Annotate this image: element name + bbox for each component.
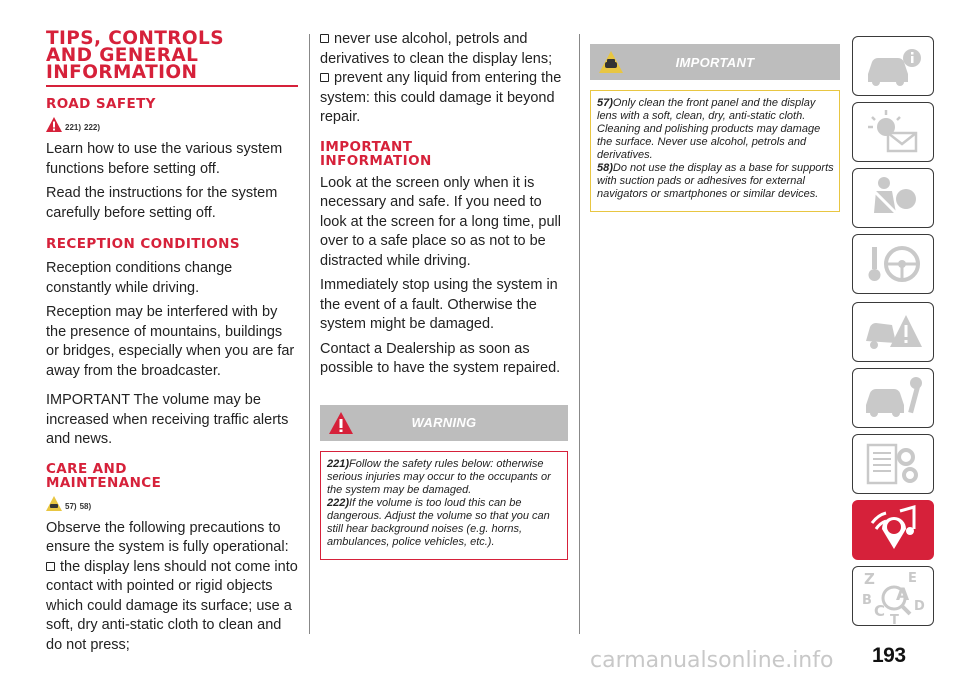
road-safety-refs <box>46 115 298 132</box>
heading-rule <box>46 85 298 87</box>
important-box-title: IMPORTANT <box>675 54 755 70</box>
lights-message-icon <box>860 107 926 157</box>
tab-multimedia[interactable] <box>852 500 934 560</box>
warning-box-title: WARNING <box>411 415 477 430</box>
seatbelt-airbag-icon <box>860 173 926 223</box>
main-heading: TIPS, CONTROLS AND GENERAL INFORMATION <box>46 28 224 83</box>
tab-emergency[interactable] <box>852 302 934 362</box>
important-box <box>590 44 840 212</box>
care-heading: CARE AND MAINTENANCE <box>46 460 162 491</box>
svg-text:Z: Z <box>864 570 875 588</box>
svg-text:E: E <box>908 571 917 586</box>
bullet-item: never use alcohol, petrols and derivatives to clean the display lens; <box>320 31 553 67</box>
bullet-square-icon <box>46 562 55 571</box>
tab-index[interactable] <box>852 566 934 626</box>
left-column <box>46 30 298 660</box>
caution-car-icon <box>598 50 624 74</box>
car-crash-warning-icon <box>860 307 926 357</box>
svg-text:C: C <box>874 602 886 620</box>
important-note: 58)Do not use the display as a base for supports with suction pads or adhesives for external navigators or smartphones or similar devices. <box>597 162 834 200</box>
car-info-icon <box>860 44 926 88</box>
important-note: 57)Only clean the front panel and the display lens with a soft, clean, dry, anti-static cloth. Cleaning and polishing products may damage the surface. Never use alcohol, petrols and derivatives. <box>597 97 821 161</box>
important-box-header <box>590 44 840 80</box>
middle-column <box>320 30 568 560</box>
key-steering-wheel-icon <box>860 239 926 289</box>
caution-car-icon <box>46 496 62 511</box>
bullet-item: the display lens should not come into contact with pointed or rigid objects which could damage its surface; use a soft, dry anti-static cloth to clean and do not press; <box>46 558 298 653</box>
svg-text:A: A <box>896 585 910 605</box>
multimedia-music-icon <box>860 505 926 555</box>
bullet-item: prevent any liquid from entering the system: this could damage it beyond repair. <box>320 70 562 125</box>
warning-box <box>320 405 568 560</box>
right-column <box>590 44 840 212</box>
svg-text:B: B <box>862 593 872 608</box>
index-magnifier-icon <box>860 568 926 624</box>
paragraph: Contact a Dealership as soon as possible to have the system repaired. <box>320 340 561 376</box>
ref-58[interactable]: 58) <box>79 501 92 511</box>
warning-triangle-icon <box>46 117 62 132</box>
paragraph: Look at the screen only when it is necessary and safe. If you need to look at the screen for a long time, pull over to a safe place so as not to be distracted while driving. <box>320 174 561 269</box>
column-divider <box>309 34 310 634</box>
paragraph: Learn how to use the various system functions before setting off. <box>46 141 283 177</box>
road-safety-heading: ROAD SAFETY <box>46 96 156 112</box>
reception-heading: RECEPTION CONDITIONS <box>46 236 240 252</box>
paragraph: IMPORTANT The volume may be increased when receiving traffic alerts and news. <box>46 392 289 447</box>
tab-servicing[interactable] <box>852 368 934 428</box>
paragraph: Immediately stop using the system in the event of a fault. Otherwise the system might be damaged. <box>320 277 558 332</box>
paragraph: Read the instructions for the system carefully before setting off. <box>46 185 278 221</box>
care-refs <box>46 494 298 511</box>
column-divider <box>579 34 580 634</box>
tab-lights-messages[interactable] <box>852 102 934 162</box>
warning-triangle-icon <box>328 411 354 435</box>
svg-text:T: T <box>890 613 899 624</box>
specs-gear-icon <box>860 439 926 489</box>
warning-note: 222)If the volume is too loud this can be dangerous. Adjust the volume so that you can still hear background noises (e.g. horns, ambulances, police vehicles, etc.). <box>327 496 550 548</box>
paragraph: Observe the following precautions to ensure the system is fully operational: <box>46 519 289 555</box>
warning-box-body <box>320 451 568 560</box>
tab-car-info[interactable] <box>852 36 934 96</box>
ref-221[interactable]: 221) <box>65 123 82 132</box>
tab-starting-driving[interactable] <box>852 234 934 294</box>
tab-safety[interactable] <box>852 168 934 228</box>
warning-note: 221)Follow the safety rules below: otherwise serious injuries may occur to the occupants or the system may be damaged. <box>327 457 551 496</box>
svg-text:D: D <box>914 599 925 614</box>
important-box-body <box>590 90 840 212</box>
car-wrench-icon <box>860 373 926 423</box>
bullet-square-icon <box>320 34 329 43</box>
paragraph: Reception may be interfered with by the presence of mountains, buildings or bridges, especially when you are far away from the broadcaster. <box>46 304 295 379</box>
ref-57[interactable]: 57) <box>65 501 77 511</box>
warning-box-header <box>320 405 568 441</box>
bullet-square-icon <box>320 73 329 82</box>
watermark: carmanualsonline.info <box>590 648 834 673</box>
ref-222[interactable]: 222) <box>84 123 101 132</box>
important-info-heading: IMPORTANT INFORMATION <box>320 138 432 169</box>
tab-technical-data[interactable] <box>852 434 934 494</box>
page-number: 193 <box>872 644 906 667</box>
paragraph: Reception conditions change constantly while driving. <box>46 260 233 296</box>
